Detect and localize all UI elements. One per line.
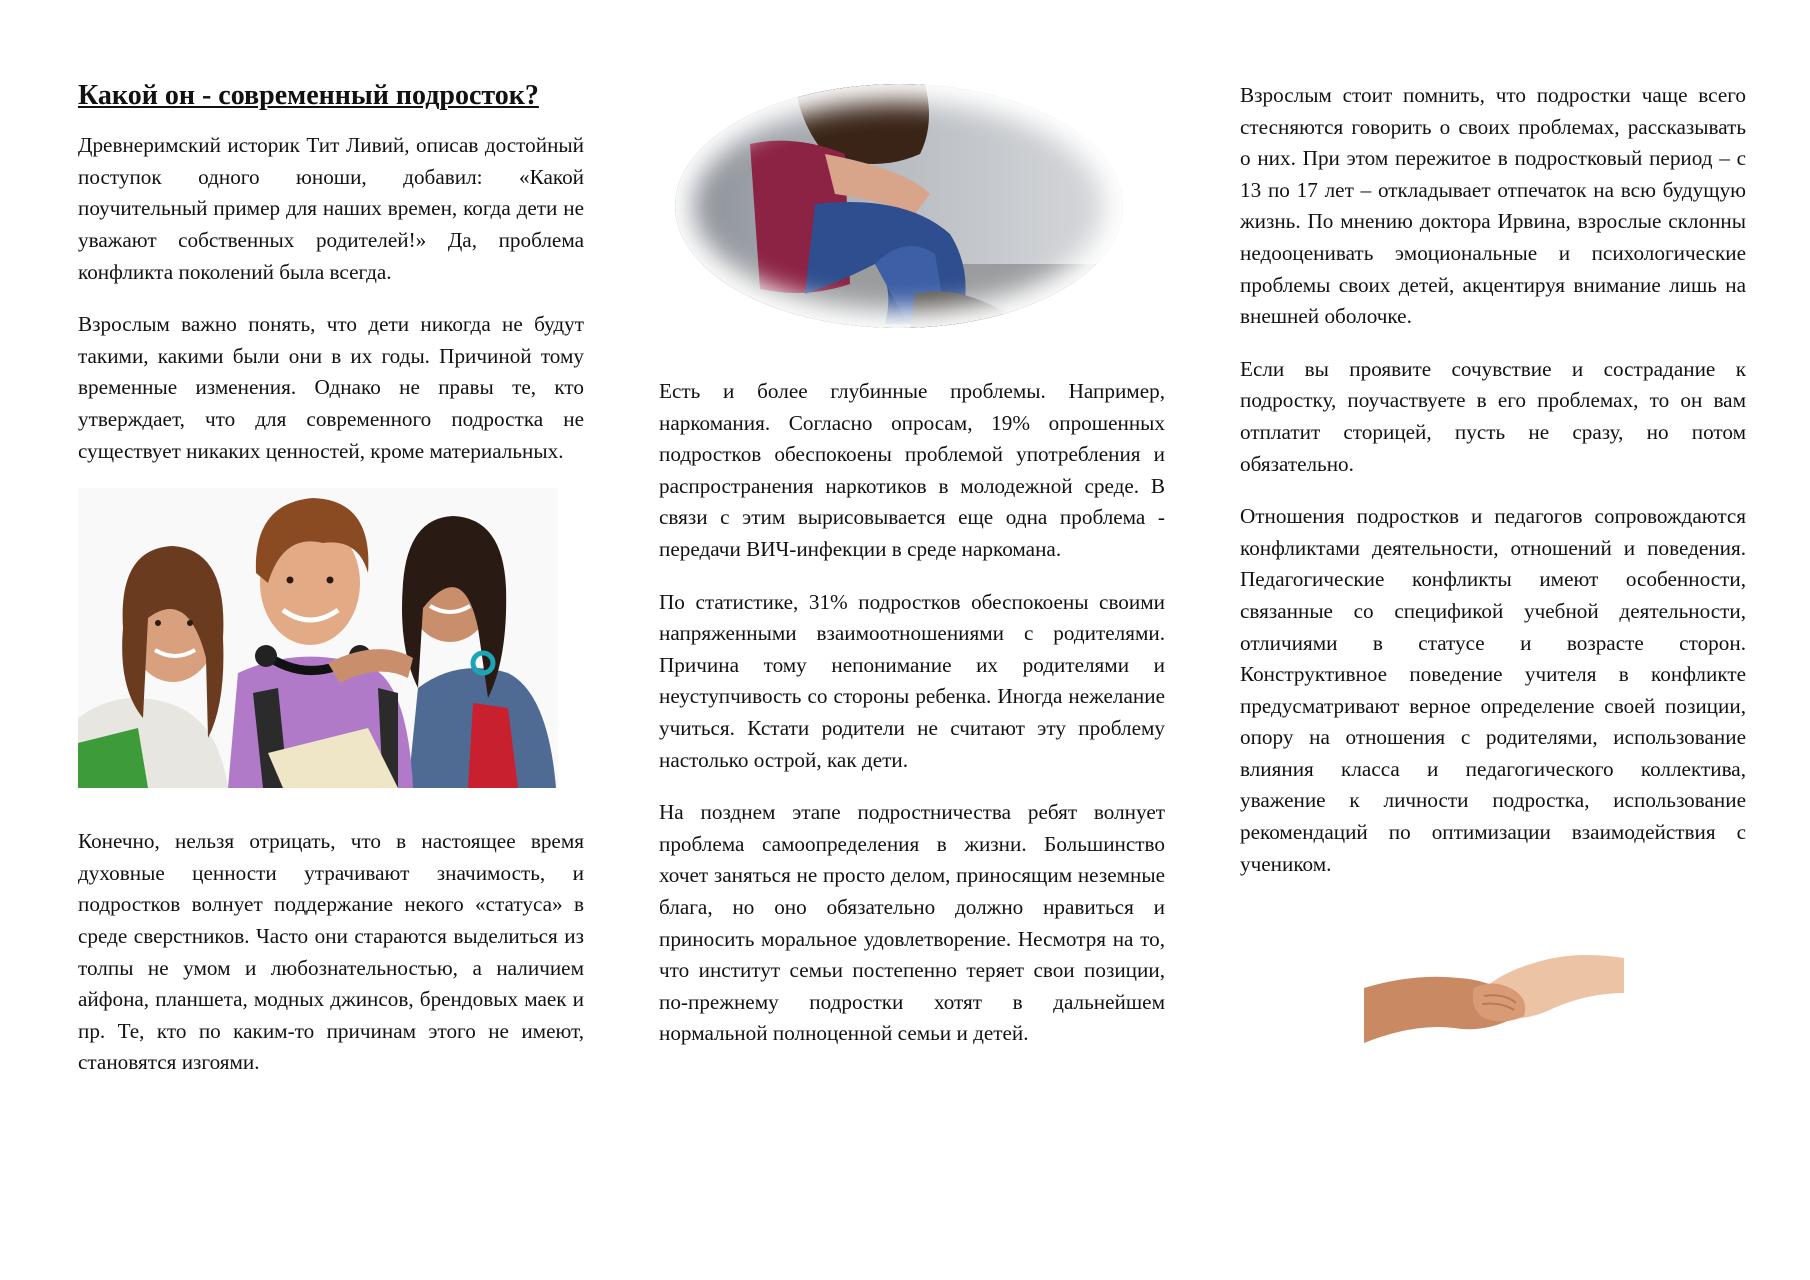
handshake-photo xyxy=(1364,938,1624,1048)
paragraph-adults-remember: Взрослым стоит помнить, что подростки чаще всего стесняются говорить о своих проблемах, рассказывать о них. При этом пережитое в подростковый период – с 13 по 17 лет – откладывает отпечаток на всю будущую жизнь. По мнению доктора Ирвина, взрослые склонны недооценивать эмоциональные и психологические проблемы своих детей, акцентируя внимание лишь на внешней оболочке. xyxy=(1240,83,1746,329)
paragraph-sympathy: Если вы проявите сочувствие и сострадание к подростку, поучаствуете в его проблемах, то он вам отплатит сторицей, пусть не сразу, но потом обязательно. xyxy=(1240,356,1746,476)
column-middle xyxy=(659,80,1165,1071)
page-title: Какой он - современный подросток? xyxy=(78,80,539,111)
sad-teen-photo xyxy=(675,84,1123,328)
column-right xyxy=(1240,80,1746,1048)
column-left xyxy=(78,80,584,1100)
paragraph-parents-relations: По статистике, 31% подростков обеспокоены своими напряженными взаимоотношениями с родителями. Причина тому непонимание их родителями и неуступчивость со стороны ребенка. Иногда нежелание учиться. Кстати родители не считают эту проблему настолько острой, как дети. xyxy=(659,589,1165,772)
paragraph-adults-understand: Взрослым важно понять, что дети никогда не будут такими, какими были они в их годы. Причиной тому временные изменения. Однако не правы те, кто утверждает, что для современного подростка не существует никаких ценностей, кроме материальных. xyxy=(78,312,584,463)
paragraph-self-determination: На позднем этапе подростничества ребят волнует проблема самоопределения в жизни. Большинство хочет заняться не просто делом, приносящим неземные блага, но оно обязательно должно нравиться и приносить моральное удовлетворение. Несмотря на то, что институт семьи постепенно теряет свои позиции, по-прежнему подростки хотят в дальнейшем нормальной полноценной семьи и детей. xyxy=(659,800,1165,1046)
paragraph-drugs: Есть и более глубинные проблемы. Например, наркомания. Согласно опросам, 19% опрошенных подростков обеспокоены проблемой употребления и распространения наркотиков в молодежной среде. В связи с этим вырисовывается еще одна проблема - передачи ВИЧ-инфекции в среде наркомана. xyxy=(659,379,1165,561)
paragraph-spiritual-values: Конечно, нельзя отрицать, что в настоящее время духовные ценности утрачивают значимость, и подростков волнует поддержание некого «статуса» в среде сверстников. Часто они стараются выделиться из толпы не умом и любознательностью, а наличием айфона, планшета, модных джинсов, брендовых маек и пр. Те, кто по каким-то причинам этого не имеют, становятся изгоями. xyxy=(78,829,584,1075)
teens-group-photo xyxy=(78,488,558,788)
paragraph-teachers-conflicts: Отношения подростков и педагогов сопровождаются конфликтами деятельности, отношений и поведения. Педагогические конфликты имеют особенности, связанные со спецификой учебной деятельности, отличиями в статусе и возрасте сторон. Конструктивное поведение учителя в конфликте предусматривают верное определение своей позиции, опору на отношения с родителями, использование влияния класса и педагогического коллектива, уважение к личности подростка, использование рекомендаций по оптимизации взаимодействия с учеником. xyxy=(1240,504,1746,876)
spacer xyxy=(659,328,1165,376)
paragraph-livy: Древнеримский историк Тит Ливий, описав достойный поступок одного юноши, добавил: «Какой поучительный пример для наших времен, когда дети не уважают собственных родителей!» Да, проблема конфликта поколений была всегда. xyxy=(78,133,584,284)
